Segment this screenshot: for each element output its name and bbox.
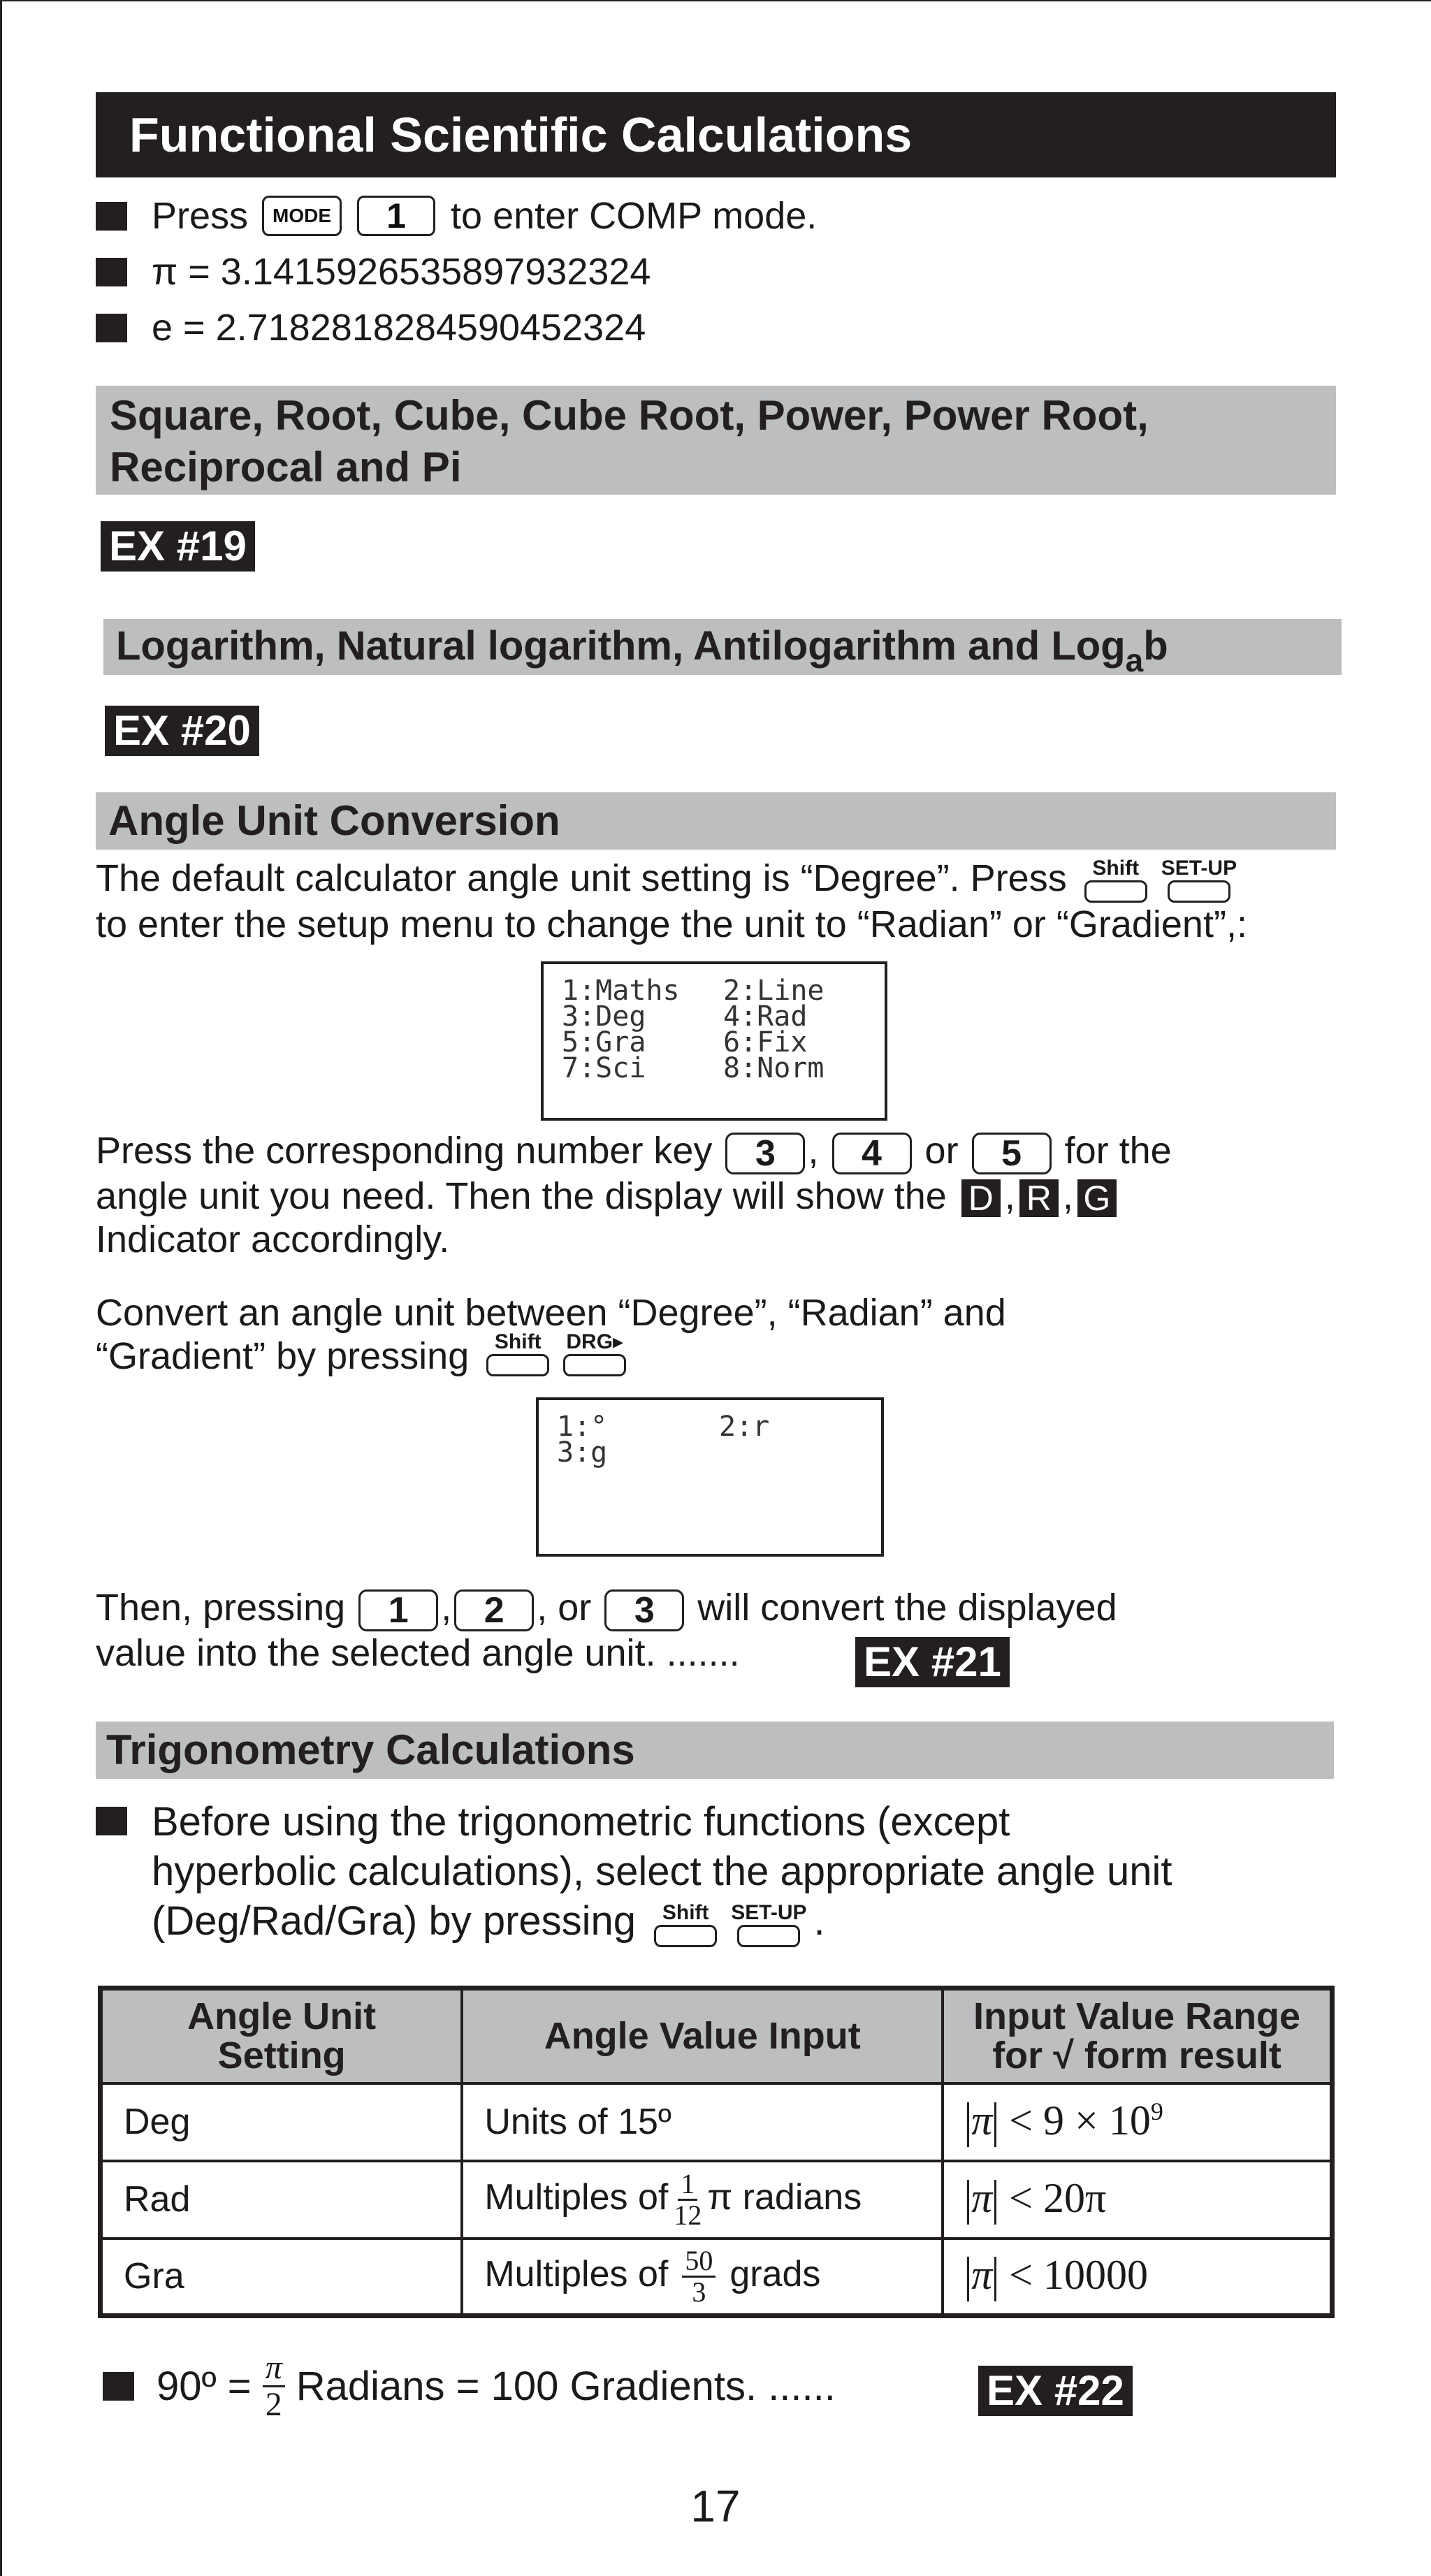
input-suffix: grads	[729, 2253, 821, 2294]
fraction	[682, 2246, 716, 2307]
bullet-pi	[96, 253, 651, 291]
range-value: < 10000	[1009, 2252, 1149, 2299]
angle-paragraph-4: Then, pressing 1 , 2 , or 3 will convert the displayed value into the selected angle unit. .......	[96, 1587, 1117, 1674]
section-heading-square-root: Square, Root, Cube, Cube Root, Power, Power Root, Reciprocal and Pi	[96, 386, 1336, 495]
cell-unit: Deg	[101, 2083, 463, 2161]
shift-key-button	[486, 1354, 549, 1376]
key-3: 3	[725, 1133, 805, 1174]
setup-key-label: SET-UP	[731, 1900, 807, 1924]
bullet-e	[96, 309, 646, 347]
key-2: 2	[454, 1589, 534, 1631]
key-5: 5	[972, 1133, 1052, 1174]
shift-key-label: Shift	[494, 1330, 542, 1353]
lcd-cell: 3:g	[557, 1436, 608, 1469]
convert-text: will convert the displayed	[697, 1587, 1117, 1629]
range-value: < 20π	[1009, 2174, 1107, 2221]
trig-line3: (Deg/Rad/Gra) by pressing	[152, 1898, 637, 1944]
header-text: Input Value Range for √ form result	[973, 1995, 1301, 2077]
conversion-suffix: Radians = 100 Gradients. ......	[296, 2363, 836, 2409]
lcd-cell: 2:r	[719, 1411, 770, 1443]
bullet-square-icon	[96, 314, 127, 342]
lcd-drg-menu	[536, 1397, 884, 1557]
lcd-cell: 5:Gra	[562, 1026, 646, 1058]
period: .	[813, 1898, 825, 1944]
section-heading-angle-unit: Angle Unit Conversion	[96, 792, 1336, 850]
cell-range	[943, 2161, 1332, 2239]
header-angle-value-input: Angle Value Input	[462, 1988, 943, 2083]
pi-symbol: π	[971, 2252, 993, 2299]
fraction-denominator: 3	[692, 2276, 706, 2308]
trig-bullet	[96, 1797, 1172, 1947]
setup-key-button	[737, 1925, 800, 1947]
comp-mode-text: to enter COMP mode.	[451, 195, 818, 237]
key-3: 3	[604, 1589, 684, 1631]
fraction-denominator: 2	[265, 2386, 282, 2423]
comma: ,	[808, 1130, 819, 1172]
ex-19-badge: EX #19	[101, 521, 255, 572]
lcd-cell: 2:Line	[723, 975, 825, 1007]
angle-p2-line3: Indicator accordingly.	[96, 1218, 450, 1260]
angle-p2-line2: angle unit you need. Then the display will show the	[96, 1174, 947, 1217]
header-input-value-range	[943, 1988, 1332, 2083]
angle-p2-line1: Press the corresponding number key	[96, 1130, 713, 1172]
input-prefix: Multiples of	[484, 2253, 669, 2294]
angle-p3-line2: “Gradient” by pressing	[96, 1335, 470, 1377]
bullet-square-icon	[96, 1807, 127, 1835]
fraction	[674, 2169, 702, 2230]
table-header-row	[101, 1988, 1332, 2083]
conversion-line	[103, 2350, 836, 2422]
fraction-numerator: π	[263, 2350, 285, 2387]
shift-key	[486, 1330, 549, 1376]
lcd-cell: 1:Maths	[562, 975, 680, 1007]
cell-unit: Gra	[101, 2239, 463, 2316]
range-exponent: 9	[1150, 2097, 1163, 2125]
shift-key-label: Shift	[662, 1900, 709, 1924]
drg-key	[563, 1330, 626, 1376]
gradient-indicator-icon: G	[1077, 1179, 1117, 1217]
cell-input	[462, 2239, 943, 2316]
page-number: 17	[690, 2481, 741, 2531]
fraction-numerator: 50	[682, 2246, 716, 2278]
section-heading-logarithm	[103, 619, 1342, 678]
fraction-denominator: 12	[674, 2199, 702, 2231]
lcd-cell: 7:Sci	[562, 1052, 646, 1084]
shift-key	[654, 1901, 717, 1947]
angle-p3-line1: Convert an angle unit between “Degree”, “Radian” and	[96, 1292, 1006, 1334]
lcd-cell: 3:Deg	[562, 1000, 646, 1033]
bullet-square-icon	[103, 2372, 134, 2401]
bullet-square-icon	[96, 258, 127, 286]
angle-p1-line2: to enter the setup menu to change the unit to “Radian” or “Gradient”,:	[96, 903, 1247, 945]
pi-symbol: π	[971, 2097, 993, 2144]
setup-key	[731, 1901, 806, 1947]
trig-line1: Before using the trigonometric functions (except	[152, 1799, 1010, 1844]
fraction-numerator: 1	[678, 2169, 697, 2201]
shift-key-button	[654, 1925, 717, 1947]
angle-p4-line2: value into the selected angle unit. .......	[96, 1631, 740, 1674]
fraction	[263, 2350, 285, 2422]
cell-range	[943, 2239, 1332, 2316]
log-heading-tail: b	[1143, 623, 1168, 669]
abs-bar	[967, 2180, 969, 2225]
log-subscript: a	[1125, 641, 1144, 678]
table-row	[101, 2161, 1332, 2239]
angle-p1-line1: The default calculator angle unit setting is “Degree”. Press	[96, 857, 1067, 899]
mode-key: MODE	[262, 196, 342, 236]
header-text: Angle Unit Setting	[187, 1995, 377, 2077]
cell-range	[943, 2083, 1332, 2161]
or-text: or	[924, 1130, 959, 1172]
lcd-cell: 1:°	[557, 1411, 608, 1443]
key-1: 1	[358, 1589, 438, 1631]
section-heading-trigonometry: Trigonometry Calculations	[96, 1722, 1334, 1779]
abs-bar	[967, 2257, 969, 2301]
radian-indicator-icon: R	[1019, 1179, 1059, 1217]
lcd-cell	[719, 1440, 881, 1466]
setup-key	[1161, 857, 1237, 903]
main-title: Functional Scientific Calculations	[96, 92, 1336, 177]
drg-key-button	[563, 1354, 626, 1376]
range-value: < 9 × 10	[1009, 2097, 1151, 2144]
or-text: , or	[537, 1587, 592, 1629]
key-4: 4	[832, 1133, 912, 1174]
angle-paragraph-3	[96, 1291, 1006, 1378]
pi-symbol: π	[971, 2174, 993, 2221]
lcd-setup-menu	[541, 961, 887, 1121]
bullet-square-icon	[96, 202, 127, 231]
trig-line2: hyperbolic calculations), select the appropriate angle unit	[152, 1849, 1172, 1894]
abs-bar	[994, 2257, 996, 2301]
header-angle-unit-setting	[101, 1988, 463, 2083]
bullet-comp-mode	[96, 196, 817, 236]
setup-key-label: SET-UP	[1161, 857, 1237, 880]
abs-bar	[994, 2102, 996, 2147]
lcd-cell: 4:Rad	[723, 1000, 808, 1033]
ex-22-badge: EX #22	[978, 2366, 1133, 2416]
shift-key	[1084, 857, 1147, 903]
degree-indicator-icon: D	[961, 1179, 1001, 1217]
table-row	[101, 2239, 1332, 2316]
drg-key-label: DRG▸	[566, 1330, 624, 1353]
press-label: Press	[152, 195, 249, 237]
ex-21-badge: EX #21	[855, 1637, 1010, 1687]
angle-p4-line1: Then, pressing	[96, 1587, 346, 1629]
for-the-text: for the	[1064, 1130, 1172, 1172]
input-suffix: π radians	[707, 2176, 862, 2218]
angle-paragraph-2: Press the corresponding number key 3 , 4 or 5 for the angle unit you need. Then the display will show the D , R , G Indicator accordingly.	[96, 1130, 1172, 1260]
cell-input	[462, 2161, 943, 2239]
key-1: 1	[357, 196, 435, 236]
setup-key-button	[1168, 880, 1230, 903]
input-prefix: Multiples of	[484, 2176, 669, 2218]
conversion-prefix: 90º =	[157, 2363, 252, 2409]
lcd-cell: 8:Norm	[723, 1052, 825, 1084]
shift-key-label: Shift	[1092, 857, 1140, 880]
abs-bar	[967, 2102, 969, 2147]
lcd-cell: 6:Fix	[723, 1026, 808, 1058]
log-heading-text: Logarithm, Natural logarithm, Antilogarithm and Log	[116, 623, 1126, 669]
angle-unit-table	[98, 1986, 1335, 2318]
lcd-row	[562, 1052, 885, 1084]
shift-key-button	[1084, 880, 1147, 903]
lcd-row	[557, 1436, 881, 1469]
table-row	[101, 2083, 1332, 2161]
cell-unit: Rad	[101, 2161, 463, 2239]
pi-value: π = 3.1415926535897932324	[152, 251, 651, 293]
angle-paragraph-1	[96, 857, 1247, 947]
e-value: e = 2.7182818284590452324	[152, 307, 646, 349]
ex-20-badge: EX #20	[105, 706, 259, 756]
abs-bar	[994, 2180, 996, 2225]
cell-input: Units of 15º	[462, 2083, 943, 2161]
